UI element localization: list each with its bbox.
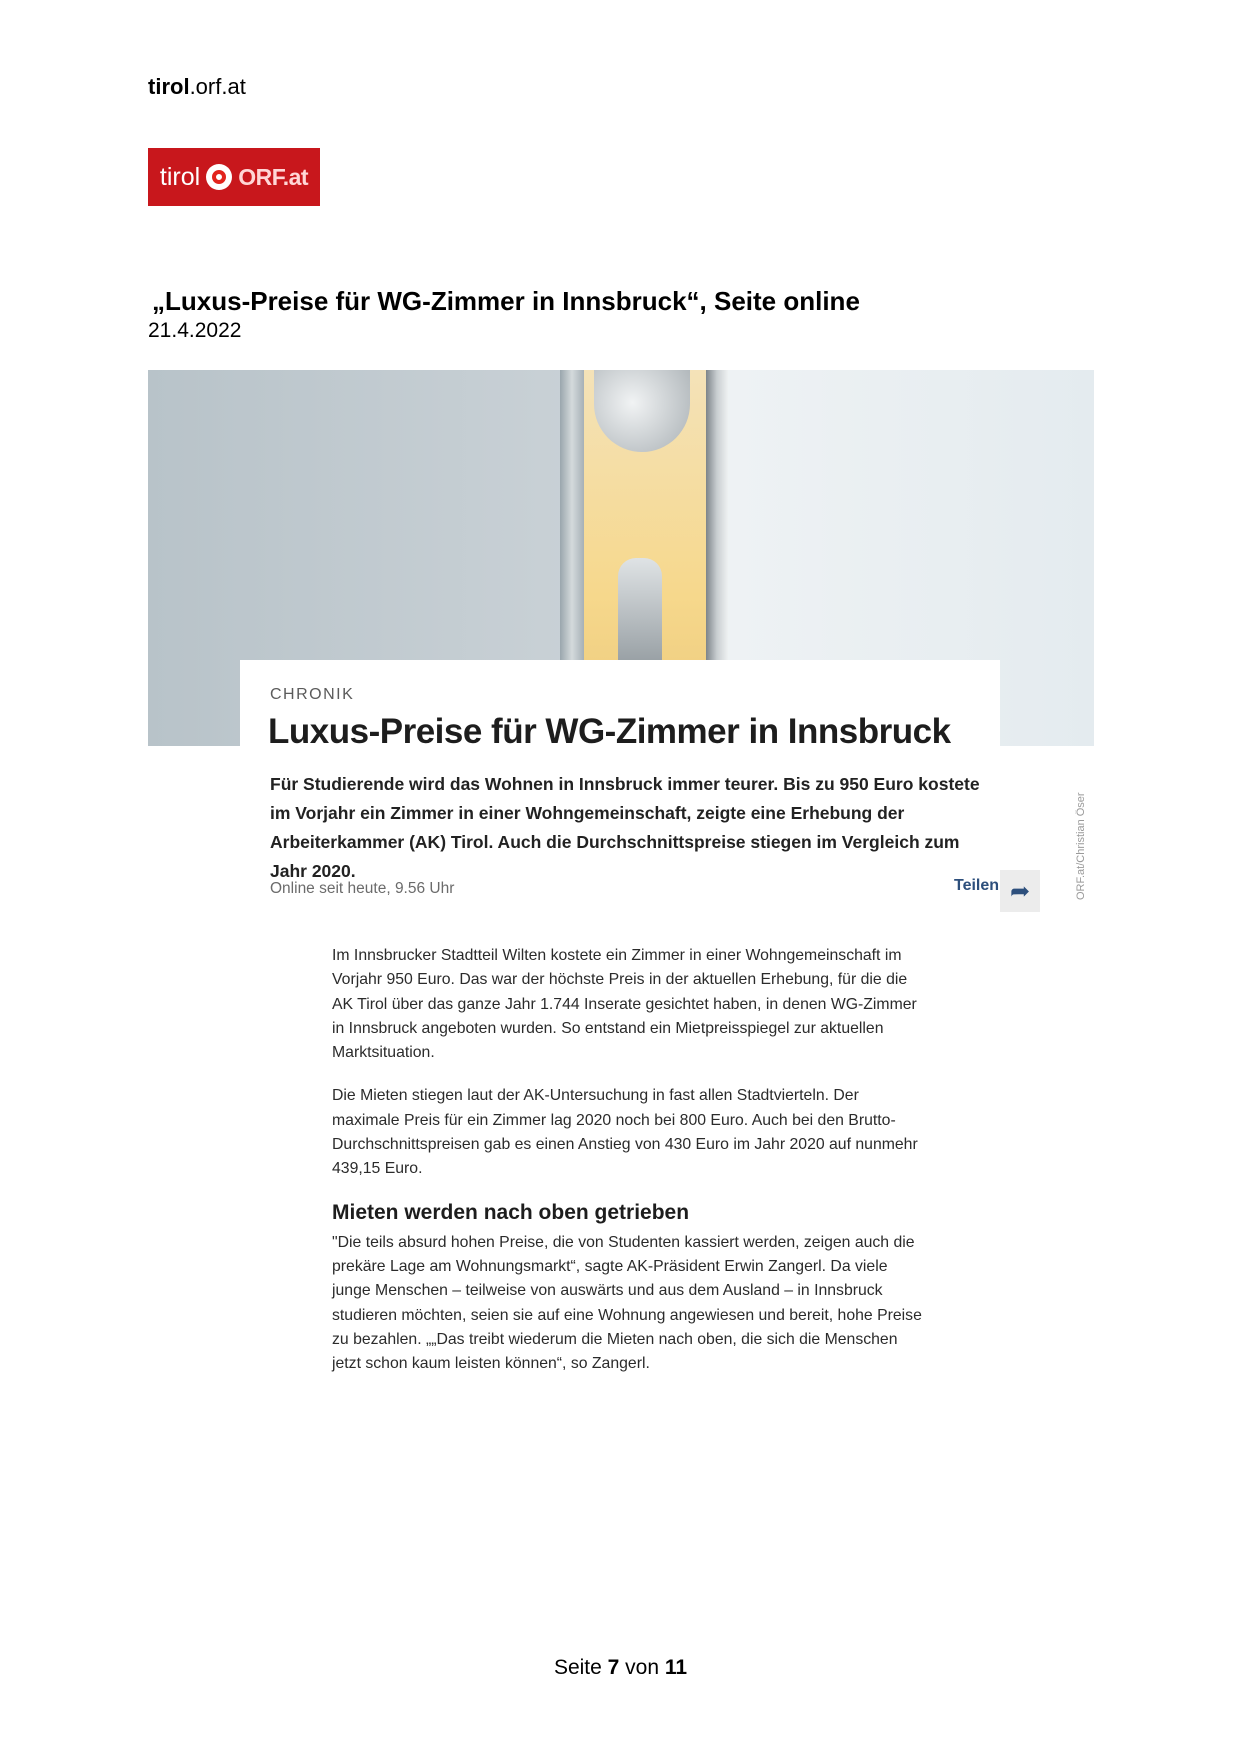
tirol-orf-logo [148,148,320,206]
footer-page-total: 11 [664,1656,688,1679]
source-url [148,74,246,100]
article-timestamp: Online seit heute, 9.56 Uhr [270,880,455,897]
article-category: CHRONIK [270,686,355,703]
share-label[interactable]: Teilen [954,877,1000,894]
share-arrow-icon[interactable]: ➦ [1000,870,1040,912]
source-url-rest: .orf.at [189,74,246,99]
article-body [332,944,922,1395]
footer-middle: von [619,1656,665,1679]
document-date: 21.4.2022 [148,319,242,342]
logo-brand: ORF.at [238,163,309,190]
article-paragraph: Im Innsbrucker Stadtteil Wilten kostete ein Zimmer in einer Wohngemeinschaft im Vorjahr 950 Euro. Das war der höchste Preis in der aktuellen Erhebung, für die die AK Tirol über das ganze Jahr 1.744 Inserate gesichtet haben, in denen WG-Zimmer in Innsbruck angeboten wurden. So entstand ein Mietpreisspiegel zur aktuellen Marktsituation. [332,947,917,1062]
image-credit: ORF.at/Christian Öser [1075,792,1087,900]
page-footer [0,1656,1241,1680]
article-lead: Für Studierende wird das Wohnen in Innsbruck immer teurer. Bis zu 950 Euro kostete im Vorjahr ein Zimmer in einer Wohngemeinschaft, zeigte eine Erhebung der Arbeiterkammer (AK) Tirol. Auch die Durchschnittspreise stiegen im Vergleich zum Jahr 2020. [270,774,980,881]
footer-prefix: Seite [553,1656,608,1679]
document-title: „Luxus-Preise für WG-Zimmer in Innsbruck“, Seite online [152,286,860,316]
logo-word: tirol [159,162,201,191]
article-subheading: Mieten werden nach oben getrieben [332,1200,690,1224]
source-url-bold: tirol [148,74,190,99]
footer-page-number: 7 [607,1656,620,1679]
article-headline: Luxus-Preise für WG-Zimmer in Innsbruck [268,712,951,751]
article-paragraph: Die Mieten stiegen laut der AK-Untersuchung in fast allen Stadtvierteln. Der maximale Preis für ein Zimmer lag 2020 noch bei 800 Euro. Auch bei den Brutto-Durchschnittspreisen gab es einen Anstieg von 430 Euro im Jahr 2020 auf nunmehr 439,15 Euro. [332,1087,918,1178]
article-header-card [240,660,1000,915]
orf-eye-icon [206,164,232,190]
article-paragraph: "Die teils absurd hohen Preise, die von Studenten kassiert werden, zeigen auch die prekäre Lage am Wohnungsmarkt“, sagte AK-Präsident Erwin Zangerl. Da viele junge Menschen – teilweise von auswärts und aus dem Ausland – in Innsbruck studieren möchten, seien sie auf eine Wohnung angewiesen und bereit, hohe Preise zu bezahlen. „„Das treibt wiederum die Mieten nach oben, die sich die Menschen jetzt schon kaum leisten können“, so Zangerl. [332,1233,922,1373]
